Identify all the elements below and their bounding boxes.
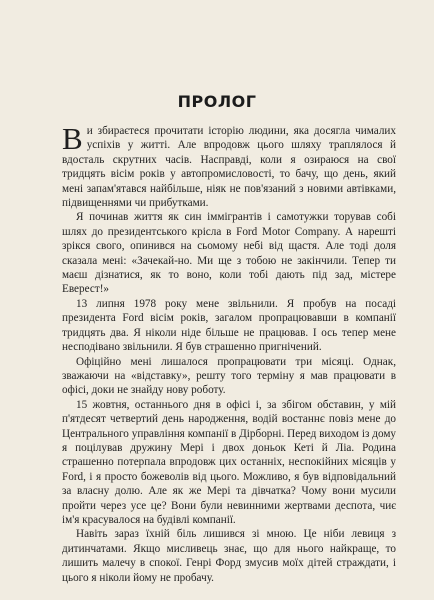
paragraph-1-text: и збираєтеся прочитати історію людини, яка досягла чималих успіхів у житті. Але впродовж цього шляху траплялося й вдосталь скрутних часів. Насправді, коли я озираюся на свої тридцять вісім років у автопромисловості, то бачу, що день, який мені запам'ятався найбільше, ніяк не пов'язаний з новими автівками, підвищеннями чи прибутками.: [62, 125, 396, 210]
paragraph-4: Офіційно мені лишалося пропрацювати три місяці. Однак, зважаючи на «відставку», решту того терміну я мав працювати в офісі, доки не знайду нову роботу.: [62, 355, 396, 397]
paragraph-3: 13 липня 1978 року мене звільнили. Я пробув на посаді президента Ford вісім років, загалом пропрацювавши в компанії тридцять два. Я ніколи ніде більше не працював. І ось тепер мене несподівано звільнили. Я був страшенно пригнічений.: [62, 297, 396, 354]
chapter-body: [62, 121, 396, 585]
paragraph-2: Я починав життя як син іммігрантів і самотужки торував собі шлях до президентського крісла в Ford Motor Company. А нарешті зрікся свого, опинився на сьомому небі від щастя. Але тоді доля сказала мені: «Зачекай-но. Ми ще з тобою не закінчили. Тепер ти маєш дізнатися, як то воно, коли тобі дають під зад, містере Еверест!»: [62, 211, 396, 296]
drop-cap: В: [62, 121, 83, 156]
chapter-title: ПРОЛОГ: [177, 92, 257, 111]
paragraph-6: Навіть зараз їхній біль лишився зі мною. Це ніби левиця з дитинчатами. Якщо мисливець знає, що для нього найкраще, то лишить малечу в спокої. Генрі Форд змусив моїх дітей страждати, і цього я ніколи йому не пробачу.: [62, 528, 396, 584]
paragraph-5: 15 жовтня, останнього дня в офісі і, за збігом обставин, у мій п'ятдесят четвертий день народження, водій востаннє повіз мене до Центрального управління компанії в Дірборні. Перед виходом із дому я поцілував дружину Мері і двох доньок Кеті й Ліа. Родина страшенно потерпала впродовж цих останніх, неспокійних місяців у Ford, і я просто божеволів від цього. Можливо, я був відповідальний за власну долю. Але як же Мері та дівчатка? Чому вони мусили пройти через усе це? Вони були невинними жертвами деспота, чиє ім'я красувалося на будівлі компанії.: [62, 398, 396, 526]
paragraph-1: [62, 121, 396, 210]
